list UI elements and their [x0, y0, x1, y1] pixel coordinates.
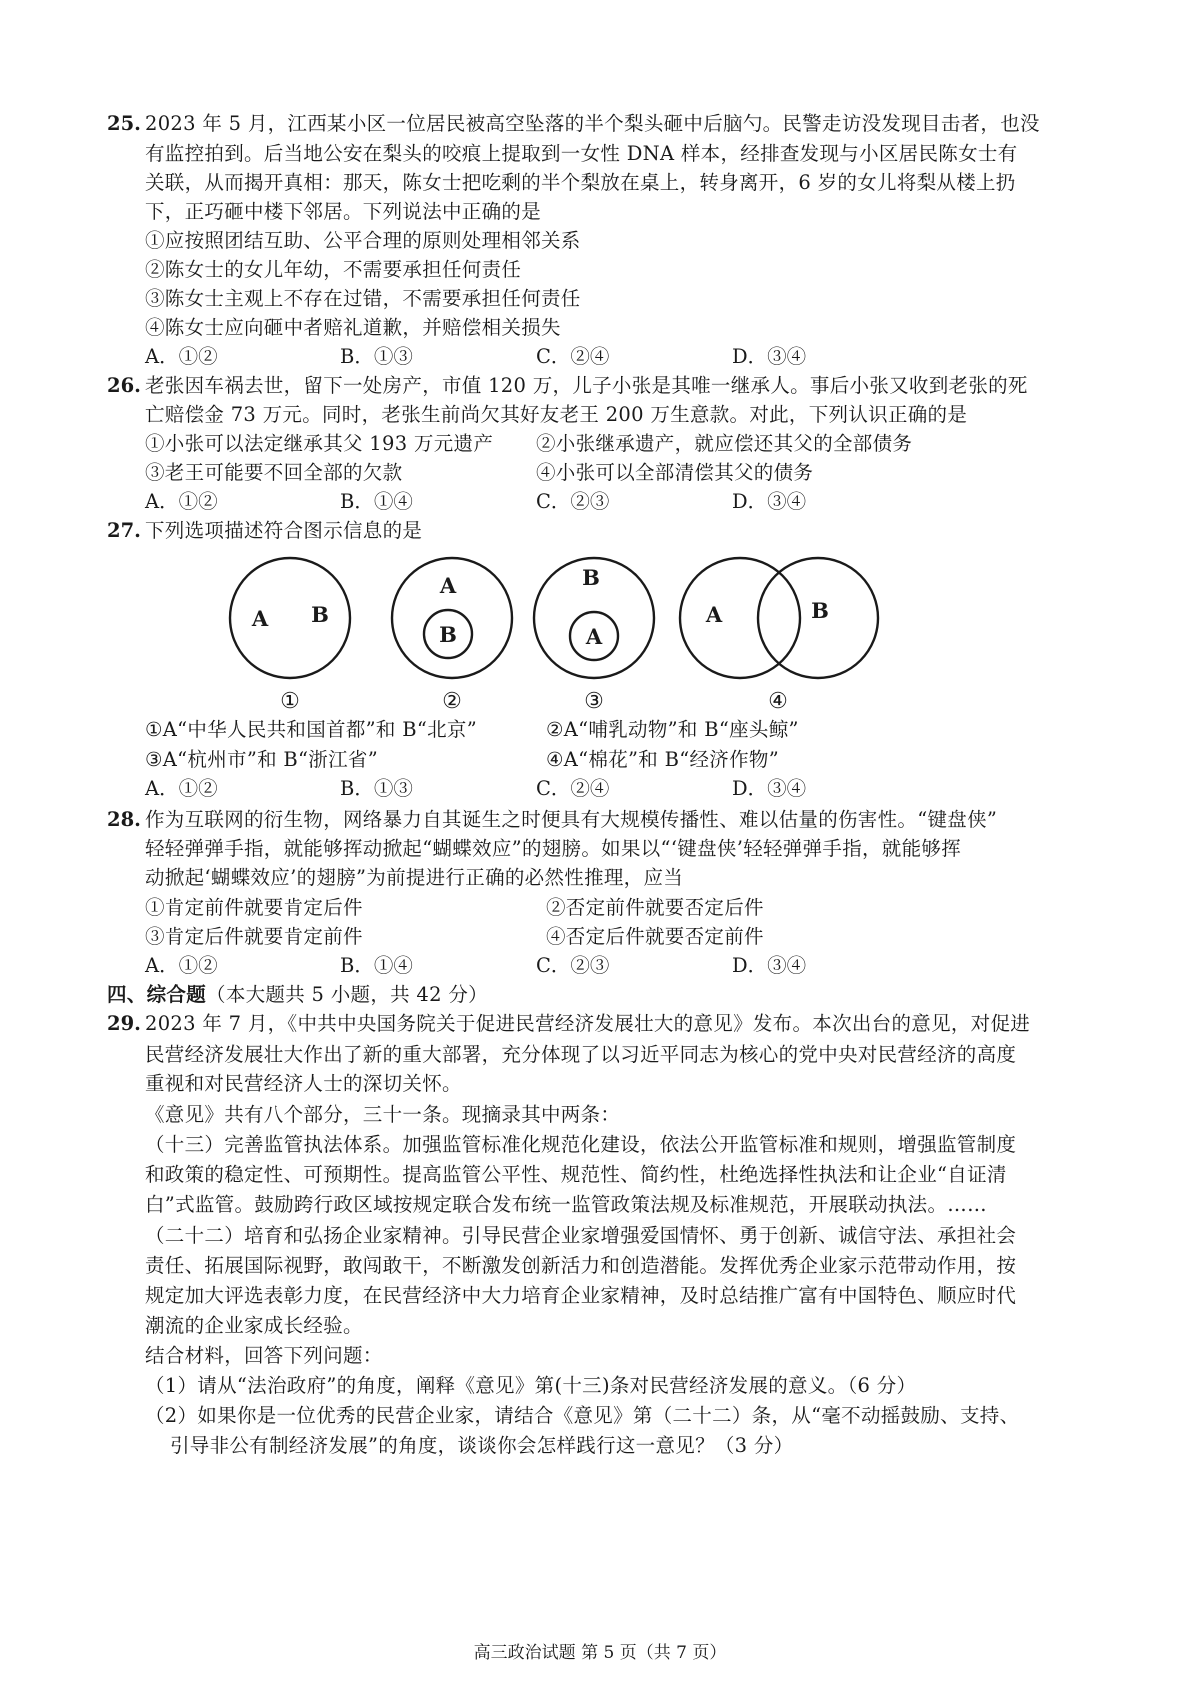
- question-25-item-4: ④陈女士应向砸中者赔礼道歉，并赔偿相关损失: [145, 316, 561, 339]
- question-27-option-d: D．③④: [732, 777, 807, 800]
- question-25-option-c: C．②④: [536, 345, 610, 368]
- question-29-line-4: 《意见》共有八个部分，三十一条。现摘录其中两条：: [145, 1103, 621, 1126]
- question-25-item-3: ③陈女士主观上不存在过错，不需要承担任何责任: [145, 287, 581, 310]
- question-26-item-2: ②小张继承遗产，就应偿还其父的全部债务: [536, 432, 913, 455]
- diagram-1-caption: ①: [280, 689, 300, 714]
- question-25-option-d: D．③④: [732, 345, 807, 368]
- question-29-excerpt-13-line-2: 和政策的稳定性、可预期性。提高监管公平性、规范性、简约性，杜绝选择性执法和让企业“自证清: [145, 1163, 1007, 1186]
- question-28-option-c: C．②③: [536, 954, 610, 977]
- question-28-item-1: ①肯定前件就要肯定后件: [145, 896, 363, 919]
- question-26-item-1: ①小张可以法定继承其父 193 万元遗产: [145, 432, 494, 455]
- section-4-note: （本大题共 5 小题，共 42 分）: [206, 983, 488, 1006]
- question-28-item-4: ④否定后件就要否定前件: [546, 925, 764, 948]
- question-26-number: 26.: [107, 374, 141, 397]
- question-29-line-1: 2023 年 7 月，《中共中央国务院关于促进民营经济发展壮大的意见》发布。本次出台的意见，对促进: [145, 1012, 1031, 1035]
- question-26-stem-line-1: 老张因车祸去世，留下一处房产，市值 120 万，儿子小张是其唯一继承人。事后小张又收到老张的死: [145, 374, 1028, 397]
- question-27-option-a: A．①②: [145, 777, 218, 800]
- question-29-line-3: 重视和对民营经济人士的深切关怀。: [145, 1072, 462, 1095]
- diagram-1-circle: [230, 558, 350, 678]
- question-26-option-a: A．①②: [145, 490, 218, 513]
- question-29-number: 29.: [107, 1012, 141, 1035]
- diagram-3-caption: ③: [584, 689, 604, 714]
- question-28-number: 28.: [107, 808, 141, 831]
- question-26-option-d: D．③④: [732, 490, 807, 513]
- question-25-stem-line-4: 下，正巧砸中楼下邻居。下列说法中正确的是: [145, 200, 542, 223]
- question-29-excerpt-22-line-1: （二十二）培育和弘扬企业家精神。引导民营企业家增强爱国情怀、勇于创新、诚信守法、承担社会: [145, 1224, 1017, 1247]
- question-27-option-b: B．①③: [340, 777, 413, 800]
- question-27-item-2: ②A“哺乳动物”和 B“座头鲸”: [546, 718, 799, 741]
- question-29-excerpt-22-line-3: 规定加大评选表彰力度，在民营经济中大力培育企业家精神，及时总结推广富有中国特色、顺应时代: [145, 1284, 1017, 1307]
- question-25-option-b: B．①③: [340, 345, 413, 368]
- diagram-4-left-circle: [680, 558, 800, 678]
- question-25-number: 25.: [107, 112, 141, 135]
- question-27-item-4: ④A“棉花”和 B“经济作物”: [546, 748, 779, 771]
- diagram-4-label-a: A: [705, 602, 723, 627]
- diagram-2-label-a: A: [439, 573, 457, 598]
- question-28-option-d: D．③④: [732, 954, 807, 977]
- diagram-4-caption: ④: [768, 689, 788, 714]
- question-26-option-c: C．②③: [536, 490, 610, 513]
- question-26-option-b: B．①④: [340, 490, 413, 513]
- question-28-item-2: ②否定前件就要否定后件: [546, 896, 764, 919]
- question-28-option-b: B．①④: [340, 954, 413, 977]
- question-29-excerpt-13-line-3: 白”式监管。鼓励跨行政区域按规定联合发布统一监管政策法规及标准规范，开展联动执法。……: [145, 1193, 987, 1216]
- section-4-heading: [107, 980, 488, 1010]
- question-29-line-2: 民营经济发展壮大作出了新的重大部署，充分体现了以习近平同志为核心的党中央对民营经济的高度: [145, 1043, 1017, 1066]
- question-29-sub-2-line-1: （2）如果你是一位优秀的民营企业家，请结合《意见》第（二十二）条，从“毫不动摇鼓励、支持、: [145, 1404, 1020, 1427]
- question-28-stem-line-1: 作为互联网的衍生物，网络暴力自其诞生之时便具有大规模传播性、难以估量的伤害性。“键盘侠”: [145, 808, 998, 831]
- question-29-excerpt-13-line-1: （十三）完善监管执法体系。加强监管标准化规范化建设，依法公开监管标准和规则，增强监管制度: [145, 1133, 1017, 1156]
- diagram-4-label-b: B: [811, 598, 829, 623]
- question-27-number: 27.: [107, 519, 141, 542]
- section-4-title: 四、综合题: [107, 983, 207, 1006]
- question-26-stem-line-2: 亡赔偿金 73 万元。同时，老张生前尚欠其好友老王 200 万生意款。对此，下列认识正确的是: [145, 403, 968, 426]
- diagram-3-label-b: B: [582, 565, 600, 590]
- page-footer: 高三政治试题 第 5 页（共 7 页）: [473, 1643, 727, 1663]
- question-25-stem-line-3: 关联，从而揭开真相：那天，陈女士把吃剩的半个梨放在桌上，转身离开，6 岁的女儿将梨从楼上扔: [145, 171, 1016, 194]
- question-25-item-1: ①应按照团结互助、公平合理的原则处理相邻关系: [145, 229, 581, 252]
- question-25-item-2: ②陈女士的女儿年幼，不需要承担任何责任: [145, 258, 522, 281]
- diagram-1-label-a: A: [251, 606, 269, 631]
- question-27-item-1: ①A“中华人民共和国首都”和 B“北京”: [145, 718, 477, 741]
- question-28-stem-line-2: 轻轻弹弹手指，就能够挥动掀起“蝴蝶效应”的翅膀。如果以“‘键盘侠’轻轻弹弹手指，就能够挥: [145, 837, 962, 860]
- diagram-2-caption: ②: [442, 689, 462, 714]
- question-29-excerpt-22-line-2: 责任、拓展国际视野，敢闯敢干，不断激发创新活力和创造潜能。发挥优秀企业家示范带动作用，按: [145, 1254, 1017, 1277]
- diagram-1-label-b: B: [311, 602, 329, 627]
- question-29-sub-1: （1）请从“法治政府”的角度，阐释《意见》第(十三)条对民营经济发展的意义。（6 分）: [145, 1374, 917, 1397]
- question-29-excerpt-22-line-4: 潮流的企业家成长经验。: [145, 1314, 363, 1337]
- question-28-option-a: A．①②: [145, 954, 218, 977]
- question-29-sub-2-line-2: 引导非公有制经济发展”的角度，谈谈你会怎样践行这一意见？（3 分）: [170, 1434, 794, 1457]
- question-28-stem-line-3: 动掀起‘蝴蝶效应’的翅膀”为前提进行正确的必然性推理，应当: [145, 866, 684, 889]
- question-27-stem: 下列选项描述符合图示信息的是: [145, 519, 423, 542]
- question-26-item-4: ④小张可以全部清偿其父的债务: [536, 461, 814, 484]
- diagram-2-label-b: B: [439, 622, 457, 647]
- question-29-prompt: 结合材料，回答下列问题：: [145, 1344, 383, 1367]
- question-25-stem-line-2: 有监控拍到。后当地公安在梨头的咬痕上提取到一女性 DNA 样本，经排查发现与小区居民陈女士有: [145, 142, 1018, 165]
- question-27-item-3: ③A“杭州市”和 B“浙江省”: [145, 748, 378, 771]
- question-27-option-c: C．②④: [536, 777, 610, 800]
- diagram-3-label-a: A: [585, 624, 603, 649]
- venn-diagrams: [228, 556, 888, 720]
- question-25-option-a: A．①②: [145, 345, 218, 368]
- question-28-item-3: ③肯定后件就要肯定前件: [145, 925, 363, 948]
- question-25-stem-line-1: 2023 年 5 月，江西某小区一位居民被高空坠落的半个梨头砸中后脑勺。民警走访没发现目击者，也没: [145, 112, 1040, 135]
- question-26-item-3: ③老王可能要不回全部的欠款: [145, 461, 403, 484]
